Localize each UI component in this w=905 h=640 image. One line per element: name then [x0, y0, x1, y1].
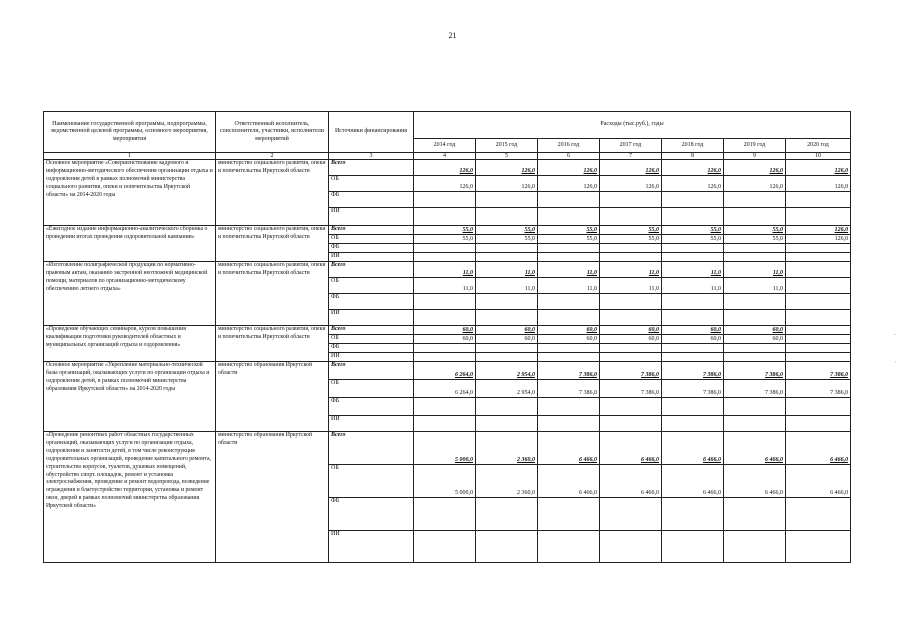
- table-row: [44, 432, 851, 465]
- amount-cell: [538, 531, 600, 563]
- amount-cell: 6 466,0: [662, 465, 724, 498]
- margin-mark: ': [894, 360, 896, 368]
- amount-cell: 126,0: [724, 160, 786, 176]
- amount-cell: [476, 192, 538, 208]
- amount-cell: [786, 398, 851, 416]
- amount-cell: 7 386,0: [724, 380, 786, 398]
- funding-source-ob: ОБ: [329, 380, 414, 398]
- column-index: 5: [476, 153, 538, 160]
- amount-cell: [476, 294, 538, 310]
- header-expenses: Расходы (тыс.руб.), годы: [414, 112, 851, 139]
- amount-cell: [662, 294, 724, 310]
- responsible-executor: министерство социального развития, опеки и попечительства Иркутской области: [216, 326, 329, 362]
- funding-source-total: Всего: [329, 362, 414, 380]
- amount-cell: 6 264,0: [414, 362, 476, 380]
- amount-cell: [786, 531, 851, 563]
- amount-cell: 126,0: [724, 176, 786, 192]
- amount-cell: [662, 398, 724, 416]
- amount-cell: 11,0: [662, 278, 724, 294]
- amount-cell: 11,0: [662, 262, 724, 278]
- amount-cell: [662, 244, 724, 253]
- funding-source-ii: ИИ: [329, 416, 414, 432]
- amount-cell: [600, 253, 662, 262]
- amount-cell: 60,0: [414, 326, 476, 335]
- amount-cell: 60,0: [538, 326, 600, 335]
- amount-cell: [662, 531, 724, 563]
- header-responsible: Ответственный исполнитель, соисполнители, участники, исполнители мероприятий: [216, 112, 329, 153]
- amount-cell: 5 000,0: [414, 465, 476, 498]
- header-sources: Источники финансирования: [329, 112, 414, 153]
- amount-cell: [414, 208, 476, 226]
- table-row: [44, 326, 851, 335]
- responsible-executor: министерство социального развития, опеки и попечительства Иркутской области: [216, 160, 329, 226]
- year-header: 2018 год: [662, 139, 724, 153]
- amount-cell: 11,0: [414, 262, 476, 278]
- amount-cell: 126,0: [786, 160, 851, 176]
- amount-cell: [476, 244, 538, 253]
- column-index: 3: [329, 153, 414, 160]
- amount-cell: [662, 192, 724, 208]
- amount-cell: [414, 531, 476, 563]
- amount-cell: 60,0: [724, 326, 786, 335]
- margin-mark: -: [893, 330, 896, 338]
- amount-cell: [538, 353, 600, 362]
- amount-cell: [786, 326, 851, 335]
- amount-cell: 55,0: [538, 235, 600, 244]
- amount-cell: 11,0: [538, 262, 600, 278]
- year-header: 2020 год: [786, 139, 851, 153]
- funding-source-total: Всего: [329, 262, 414, 278]
- amount-cell: 55,0: [600, 226, 662, 235]
- page-number: 21: [448, 31, 457, 40]
- amount-cell: [538, 498, 600, 531]
- amount-cell: [786, 278, 851, 294]
- amount-cell: [600, 244, 662, 253]
- amount-cell: 55,0: [414, 226, 476, 235]
- funding-source-ii: ИИ: [329, 310, 414, 326]
- responsible-executor: министерство социального развития, опеки и попечительства Иркутской области: [216, 226, 329, 262]
- amount-cell: [414, 416, 476, 432]
- amount-cell: [662, 253, 724, 262]
- amount-cell: [476, 253, 538, 262]
- funding-source-total: Всего: [329, 432, 414, 465]
- funding-source-ii: ИИ: [329, 531, 414, 563]
- amount-cell: [786, 344, 851, 353]
- amount-cell: 60,0: [414, 335, 476, 344]
- activity-name: Основное мероприятие «Укрепление материально-технической базы организаций, оказывающих услуги по организации отдыха и оздоровления детей, в рамках полномочий министерства образования Иркутской области» на 2014-2020 годы: [44, 362, 216, 432]
- amount-cell: [786, 192, 851, 208]
- amount-cell: 60,0: [724, 335, 786, 344]
- column-index: 1: [44, 153, 216, 160]
- amount-cell: 11,0: [414, 278, 476, 294]
- amount-cell: [476, 344, 538, 353]
- amount-cell: [538, 398, 600, 416]
- funding-source-ob: ОБ: [329, 278, 414, 294]
- amount-cell: 7 386,0: [662, 380, 724, 398]
- table-row: [44, 262, 851, 278]
- amount-cell: 55,0: [414, 235, 476, 244]
- funding-source-fb: ФБ: [329, 498, 414, 531]
- amount-cell: 6 466,0: [786, 432, 851, 465]
- funding-source-ii: ИИ: [329, 353, 414, 362]
- funding-source-total: Всего: [329, 160, 414, 176]
- amount-cell: [414, 192, 476, 208]
- amount-cell: [600, 208, 662, 226]
- funding-source-fb: ФБ: [329, 398, 414, 416]
- amount-cell: [600, 353, 662, 362]
- table-row: [44, 226, 851, 235]
- amount-cell: 126,0: [476, 160, 538, 176]
- amount-cell: 6 466,0: [724, 465, 786, 498]
- amount-cell: [600, 192, 662, 208]
- amount-cell: 126,0: [414, 176, 476, 192]
- amount-cell: 126,0: [600, 176, 662, 192]
- amount-cell: [414, 344, 476, 353]
- amount-cell: [724, 416, 786, 432]
- header-name: Наименование государственной программы, подпрограммы, ведомственной целевой программы, основного мероприятия, мероприятия: [44, 112, 216, 153]
- amount-cell: 11,0: [476, 278, 538, 294]
- amount-cell: 6 466,0: [538, 465, 600, 498]
- budget-table: [43, 111, 851, 563]
- amount-cell: [538, 310, 600, 326]
- funding-source-fb: ФБ: [329, 192, 414, 208]
- amount-cell: 60,0: [476, 335, 538, 344]
- amount-cell: [724, 353, 786, 362]
- amount-cell: 7 386,0: [786, 362, 851, 380]
- amount-cell: [724, 310, 786, 326]
- amount-cell: 6 466,0: [724, 432, 786, 465]
- amount-cell: [786, 310, 851, 326]
- year-header: 2017 год: [600, 139, 662, 153]
- amount-cell: 6 264,0: [414, 380, 476, 398]
- amount-cell: [724, 253, 786, 262]
- column-index: 9: [724, 153, 786, 160]
- table-row: [44, 362, 851, 380]
- amount-cell: [476, 208, 538, 226]
- amount-cell: [724, 498, 786, 531]
- column-index: 10: [786, 153, 851, 160]
- amount-cell: [538, 253, 600, 262]
- column-index: 6: [538, 153, 600, 160]
- amount-cell: 11,0: [724, 278, 786, 294]
- amount-cell: 5 000,0: [414, 432, 476, 465]
- amount-cell: [414, 294, 476, 310]
- amount-cell: [476, 398, 538, 416]
- amount-cell: 7 386,0: [538, 380, 600, 398]
- activity-name: «Изготовление полиграфической продукции по нормативно-правовым актам, оказанию экстренной неотложной медицинской помощи, материалов по организационно-методическому обеспечению летнего отдыха»: [44, 262, 216, 326]
- amount-cell: 126,0: [538, 160, 600, 176]
- amount-cell: 126,0: [600, 160, 662, 176]
- amount-cell: 2 360,0: [476, 465, 538, 498]
- amount-cell: [600, 416, 662, 432]
- table-body: [44, 160, 851, 563]
- activity-name: «Проведение обучающих семинаров, курсов повышения квалификации подготовки руководителей областных и муниципальных организаций отдыха и оздоровления»: [44, 326, 216, 362]
- amount-cell: 6 466,0: [538, 432, 600, 465]
- amount-cell: [724, 344, 786, 353]
- amount-cell: 55,0: [662, 235, 724, 244]
- year-header: 2015 год: [476, 139, 538, 153]
- year-header: 2014 год: [414, 139, 476, 153]
- amount-cell: [476, 310, 538, 326]
- amount-cell: [600, 344, 662, 353]
- amount-cell: 7 386,0: [724, 362, 786, 380]
- amount-cell: [786, 208, 851, 226]
- amount-cell: [724, 398, 786, 416]
- amount-cell: 60,0: [600, 326, 662, 335]
- funding-source-fb: ФБ: [329, 344, 414, 353]
- amount-cell: [662, 344, 724, 353]
- activity-name: «Проведение ремонтных работ областных государственных организаций, оказывающих услуги по организации отдыха, оздоровления и занятости детей, в том числе реконструкция оздоровительных организаций, проведение капитального ремонта, строительство корпусов, туалетов, душевых помещений, обустройство спорт. площадок, ремонт и установка электроснабжения, проведение и ремонт водопровода, возведение ограждения и благоустройство территории, установка и ремонт окон, дверей в рамках полномочий министерства образования Иркутской области»: [44, 432, 216, 563]
- amount-cell: 126,0: [414, 160, 476, 176]
- amount-cell: 126,0: [662, 160, 724, 176]
- amount-cell: [786, 353, 851, 362]
- responsible-executor: министерство образования Иркутской области: [216, 432, 329, 563]
- amount-cell: 55,0: [662, 226, 724, 235]
- amount-cell: [476, 353, 538, 362]
- amount-cell: 55,0: [724, 226, 786, 235]
- funding-source-ob: ОБ: [329, 335, 414, 344]
- amount-cell: [538, 416, 600, 432]
- amount-cell: 60,0: [662, 335, 724, 344]
- amount-cell: 126,0: [786, 226, 851, 235]
- column-index: 4: [414, 153, 476, 160]
- amount-cell: 126,0: [786, 176, 851, 192]
- table-row: [44, 160, 851, 176]
- amount-cell: [476, 416, 538, 432]
- amount-cell: [662, 310, 724, 326]
- amount-cell: [724, 531, 786, 563]
- amount-cell: [538, 192, 600, 208]
- funding-source-ob: ОБ: [329, 235, 414, 244]
- amount-cell: 60,0: [476, 326, 538, 335]
- amount-cell: [662, 416, 724, 432]
- amount-cell: 6 466,0: [786, 465, 851, 498]
- amount-cell: [414, 244, 476, 253]
- year-header: 2019 год: [724, 139, 786, 153]
- amount-cell: 126,0: [538, 176, 600, 192]
- year-header: 2016 год: [538, 139, 600, 153]
- amount-cell: [662, 498, 724, 531]
- amount-cell: [786, 253, 851, 262]
- amount-cell: 7 386,0: [538, 362, 600, 380]
- amount-cell: [414, 398, 476, 416]
- activity-name: «Ежегодное издание информационно-аналитического сборника о проведении итогах проведения оздоровительной кампании»: [44, 226, 216, 262]
- amount-cell: 60,0: [538, 335, 600, 344]
- amount-cell: [600, 398, 662, 416]
- amount-cell: 60,0: [600, 335, 662, 344]
- amount-cell: 126,0: [476, 176, 538, 192]
- amount-cell: [414, 310, 476, 326]
- amount-cell: [600, 498, 662, 531]
- amount-cell: [786, 244, 851, 253]
- responsible-executor: министерство образования Иркутской области: [216, 362, 329, 432]
- amount-cell: 11,0: [600, 278, 662, 294]
- amount-cell: 6 466,0: [600, 432, 662, 465]
- amount-cell: [538, 208, 600, 226]
- column-index: 8: [662, 153, 724, 160]
- amount-cell: 7 386,0: [662, 362, 724, 380]
- amount-cell: [724, 192, 786, 208]
- amount-cell: [476, 498, 538, 531]
- amount-cell: 11,0: [476, 262, 538, 278]
- amount-cell: 55,0: [600, 235, 662, 244]
- funding-source-total: Всего: [329, 326, 414, 335]
- amount-cell: 6 466,0: [600, 465, 662, 498]
- amount-cell: 55,0: [476, 235, 538, 244]
- amount-cell: [724, 208, 786, 226]
- column-index: 2: [216, 153, 329, 160]
- amount-cell: [662, 208, 724, 226]
- funding-source-ob: ОБ: [329, 465, 414, 498]
- amount-cell: [600, 310, 662, 326]
- amount-cell: [414, 498, 476, 531]
- amount-cell: 11,0: [600, 262, 662, 278]
- amount-cell: [662, 353, 724, 362]
- amount-cell: 2 954,0: [476, 362, 538, 380]
- amount-cell: [786, 498, 851, 531]
- amount-cell: 7 386,0: [600, 362, 662, 380]
- amount-cell: [786, 294, 851, 310]
- funding-source-ii: ИИ: [329, 253, 414, 262]
- funding-source-total: Всего: [329, 226, 414, 235]
- amount-cell: [786, 416, 851, 432]
- amount-cell: 2 360,0: [476, 432, 538, 465]
- amount-cell: 55,0: [538, 226, 600, 235]
- amount-cell: [724, 244, 786, 253]
- amount-cell: 6 466,0: [662, 432, 724, 465]
- amount-cell: 11,0: [724, 262, 786, 278]
- activity-name: Основное мероприятие «Совершенствование кадрового и информационно-методического обеспечения организации отдыха и оздоровления детей в рамках полномочий министерства социального развития, опеки и попечительства Иркутской области» на 2014-2020 годы: [44, 160, 216, 226]
- amount-cell: 7 386,0: [786, 380, 851, 398]
- funding-source-fb: ФБ: [329, 294, 414, 310]
- amount-cell: 126,0: [786, 235, 851, 244]
- amount-cell: 2 954,0: [476, 380, 538, 398]
- amount-cell: [538, 294, 600, 310]
- amount-cell: [476, 531, 538, 563]
- amount-cell: [600, 531, 662, 563]
- funding-source-fb: ФБ: [329, 244, 414, 253]
- amount-cell: [414, 353, 476, 362]
- amount-cell: [538, 244, 600, 253]
- amount-cell: [724, 294, 786, 310]
- amount-cell: [786, 262, 851, 278]
- amount-cell: [414, 253, 476, 262]
- amount-cell: [538, 344, 600, 353]
- amount-cell: 55,0: [724, 235, 786, 244]
- amount-cell: 11,0: [538, 278, 600, 294]
- amount-cell: 7 386,0: [600, 380, 662, 398]
- responsible-executor: министерство социального развития, опеки и попечительства Иркутской области: [216, 262, 329, 326]
- column-index: 7: [600, 153, 662, 160]
- amount-cell: 60,0: [662, 326, 724, 335]
- amount-cell: [600, 294, 662, 310]
- amount-cell: 55,0: [476, 226, 538, 235]
- amount-cell: 126,0: [662, 176, 724, 192]
- funding-source-ii: ИИ: [329, 208, 414, 226]
- amount-cell: [786, 335, 851, 344]
- funding-source-ob: ОБ: [329, 176, 414, 192]
